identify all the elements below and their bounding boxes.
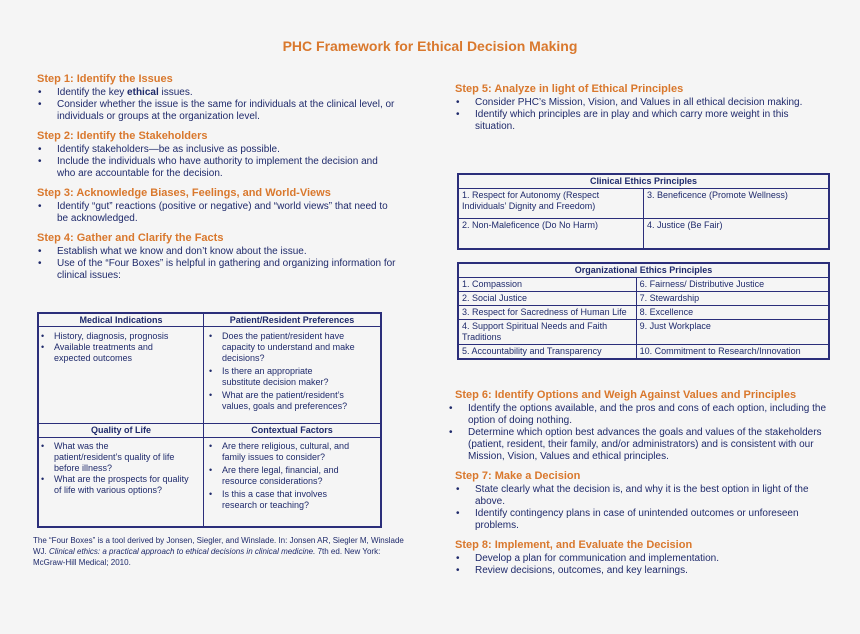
step-3 bbox=[37, 187, 397, 225]
step-1-item bbox=[37, 87, 397, 99]
step-7-item: • State clearly what the decision is, and why it is the best option in light of the above. bbox=[455, 484, 829, 508]
step-4-heading: Step 4: Gather and Clarify the Facts bbox=[37, 232, 224, 244]
table-cell: 2. Non-Maleficence (Do No Harm) bbox=[458, 219, 644, 249]
list-item: • History, diagnosis, prognosis bbox=[41, 331, 199, 342]
list-item: • Available treatments and expected outcomes bbox=[41, 342, 199, 364]
step-3-item: • Identify “gut” reactions (positive or negative) and “world views” that need to be acknowledged. bbox=[37, 201, 397, 225]
list-item: • What are the patient/resident’s values, goals and preferences? bbox=[209, 390, 365, 412]
quality-of-life-header: Quality of Life bbox=[90, 425, 151, 435]
step-1-item-text: Identify the key bbox=[57, 87, 128, 98]
step-8 bbox=[455, 539, 829, 577]
step-7-heading: Step 7: Make a Decision bbox=[455, 470, 581, 482]
quality-of-life-box bbox=[41, 441, 191, 496]
four-boxes-divider bbox=[203, 314, 204, 526]
step-2 bbox=[37, 130, 397, 180]
citation bbox=[33, 535, 408, 568]
table-cell: 1. Compassion bbox=[458, 278, 636, 292]
step-2-heading: Step 2: Identify the Stakeholders bbox=[37, 130, 208, 142]
patient-preferences-header: Patient/Resident Preferences bbox=[229, 315, 355, 325]
step-4 bbox=[37, 232, 397, 282]
table-cell: 5. Accountability and Transparency bbox=[458, 345, 636, 360]
step-2-item: • Identify stakeholders—be as inclusive as possible. bbox=[37, 144, 397, 156]
table-cell: 10. Commitment to Research/Innovation bbox=[636, 345, 829, 360]
table-cell: 1. Respect for Autonomy (Respect Individuals’ Dignity and Freedom) bbox=[458, 189, 644, 219]
step-3-heading: Step 3: Acknowledge Biases, Feelings, and World-Views bbox=[37, 187, 331, 199]
table-cell: 3. Beneficence (Promote Wellness) bbox=[644, 189, 830, 219]
step-4-item: • Use of the “Four Boxes” is helpful in gathering and organizing information for clinical issues: bbox=[37, 258, 397, 282]
page-title: PHC Framework for Ethical Decision Making bbox=[282, 38, 578, 54]
step-4-item: • Establish what we know and don’t know about the issue. bbox=[37, 246, 397, 258]
step-1-item-bold: ethical bbox=[127, 87, 159, 98]
four-boxes-divider bbox=[39, 437, 380, 438]
list-item: • Does the patient/resident have capacity to understand and make decisions? bbox=[209, 331, 365, 364]
left-column bbox=[37, 73, 397, 289]
step-8-item: • Review decisions, outcomes, and key learnings. bbox=[455, 565, 829, 577]
list-item: • Are there legal, financial, and resource considerations? bbox=[209, 465, 359, 487]
list-item: • Is this a case that involves research or teaching? bbox=[209, 489, 359, 511]
step-1 bbox=[37, 73, 397, 123]
contextual-factors-box bbox=[209, 441, 359, 511]
table-cell: 3. Respect for Sacredness of Human Life bbox=[458, 306, 636, 320]
citation-text: The “Four Boxes” is a tool derived by Jonsen, Siegler, and Winslade. In: Jonsen AR, Siegler M, Winslade WJ. bbox=[33, 536, 404, 556]
step-6 bbox=[455, 389, 829, 463]
step-1-heading: Step 1: Identify the Issues bbox=[37, 73, 173, 85]
step-6-item: • Identify the options available, and the pros and cons of each option, including the option of doing nothing. bbox=[448, 403, 829, 427]
citation-text-end: 7th ed. New York: McGraw-Hill Medical; 2010. bbox=[33, 547, 381, 567]
step-7-item: • Identify contingency plans in case of unintended outcomes or unforeseen problems. bbox=[455, 508, 829, 532]
table-cell: 6. Fairness/ Distributive Justice bbox=[636, 278, 829, 292]
org-principles-header: Organizational Ethics Principles bbox=[458, 263, 829, 278]
right-steps bbox=[455, 389, 829, 584]
table-cell: 4. Support Spiritual Needs and Faith Traditions bbox=[458, 320, 636, 345]
patient-preferences-box bbox=[209, 331, 365, 412]
table-cell: 2. Social Justice bbox=[458, 292, 636, 306]
table-cell: 9. Just Workplace bbox=[636, 320, 829, 345]
step-1-item: • Consider whether the issue is the same for individuals at the clinical level, or individuals or groups at the organization level. bbox=[37, 99, 397, 123]
list-item: • What was the patient/resident’s quality of life before illness? bbox=[41, 441, 191, 474]
four-boxes-divider bbox=[39, 423, 380, 424]
org-principles-table bbox=[457, 262, 830, 360]
step-8-item: • Develop a plan for communication and implementation. bbox=[455, 553, 829, 565]
medical-indications-box bbox=[41, 331, 199, 364]
table-cell: 7. Stewardship bbox=[636, 292, 829, 306]
four-boxes-table bbox=[37, 312, 382, 528]
step-5 bbox=[455, 83, 827, 133]
clinical-principles-table bbox=[457, 173, 830, 250]
table-cell: 4. Justice (Be Fair) bbox=[644, 219, 830, 249]
list-item: • Are there religious, cultural, and family issues to consider? bbox=[209, 441, 359, 463]
step-1-item-text-end: issues. bbox=[158, 87, 193, 98]
table-cell: 8. Excellence bbox=[636, 306, 829, 320]
step-8-heading: Step 8: Implement, and Evaluate the Decision bbox=[455, 539, 693, 551]
step-5-item: • Consider PHC’s Mission, Vision, and Values in all ethical decision making. bbox=[455, 97, 827, 109]
medical-indications-header: Medical Indications bbox=[79, 315, 163, 325]
step-5-heading: Step 5: Analyze in light of Ethical Principles bbox=[455, 83, 684, 95]
step-2-item: • Include the individuals who have authority to implement the decision and who are accountable for the decision. bbox=[37, 156, 397, 180]
step-7 bbox=[455, 470, 829, 532]
step-6-item: • Determine which option best advances the goals and values of the stakeholders (patient, resident, their family, and/or administrators) and is consistent with our Mission, Vision, Values and ethical principles. bbox=[448, 427, 829, 463]
citation-title: Clinical ethics: a practical approach to ethical decisions in clinical medicine. bbox=[49, 547, 316, 556]
four-boxes-divider bbox=[39, 326, 380, 327]
contextual-factors-header: Contextual Factors bbox=[251, 425, 333, 435]
list-item: • Is there an appropriate substitute decision maker? bbox=[209, 366, 365, 388]
list-item: • What are the prospects for quality of life with various options? bbox=[41, 474, 191, 496]
step-6-heading: Step 6: Identify Options and Weigh Against Values and Principles bbox=[455, 389, 797, 401]
step-5-item: • Identify which principles are in play and which carry more weight in this situation. bbox=[455, 109, 827, 133]
clinical-principles-header: Clinical Ethics Principles bbox=[458, 174, 829, 189]
